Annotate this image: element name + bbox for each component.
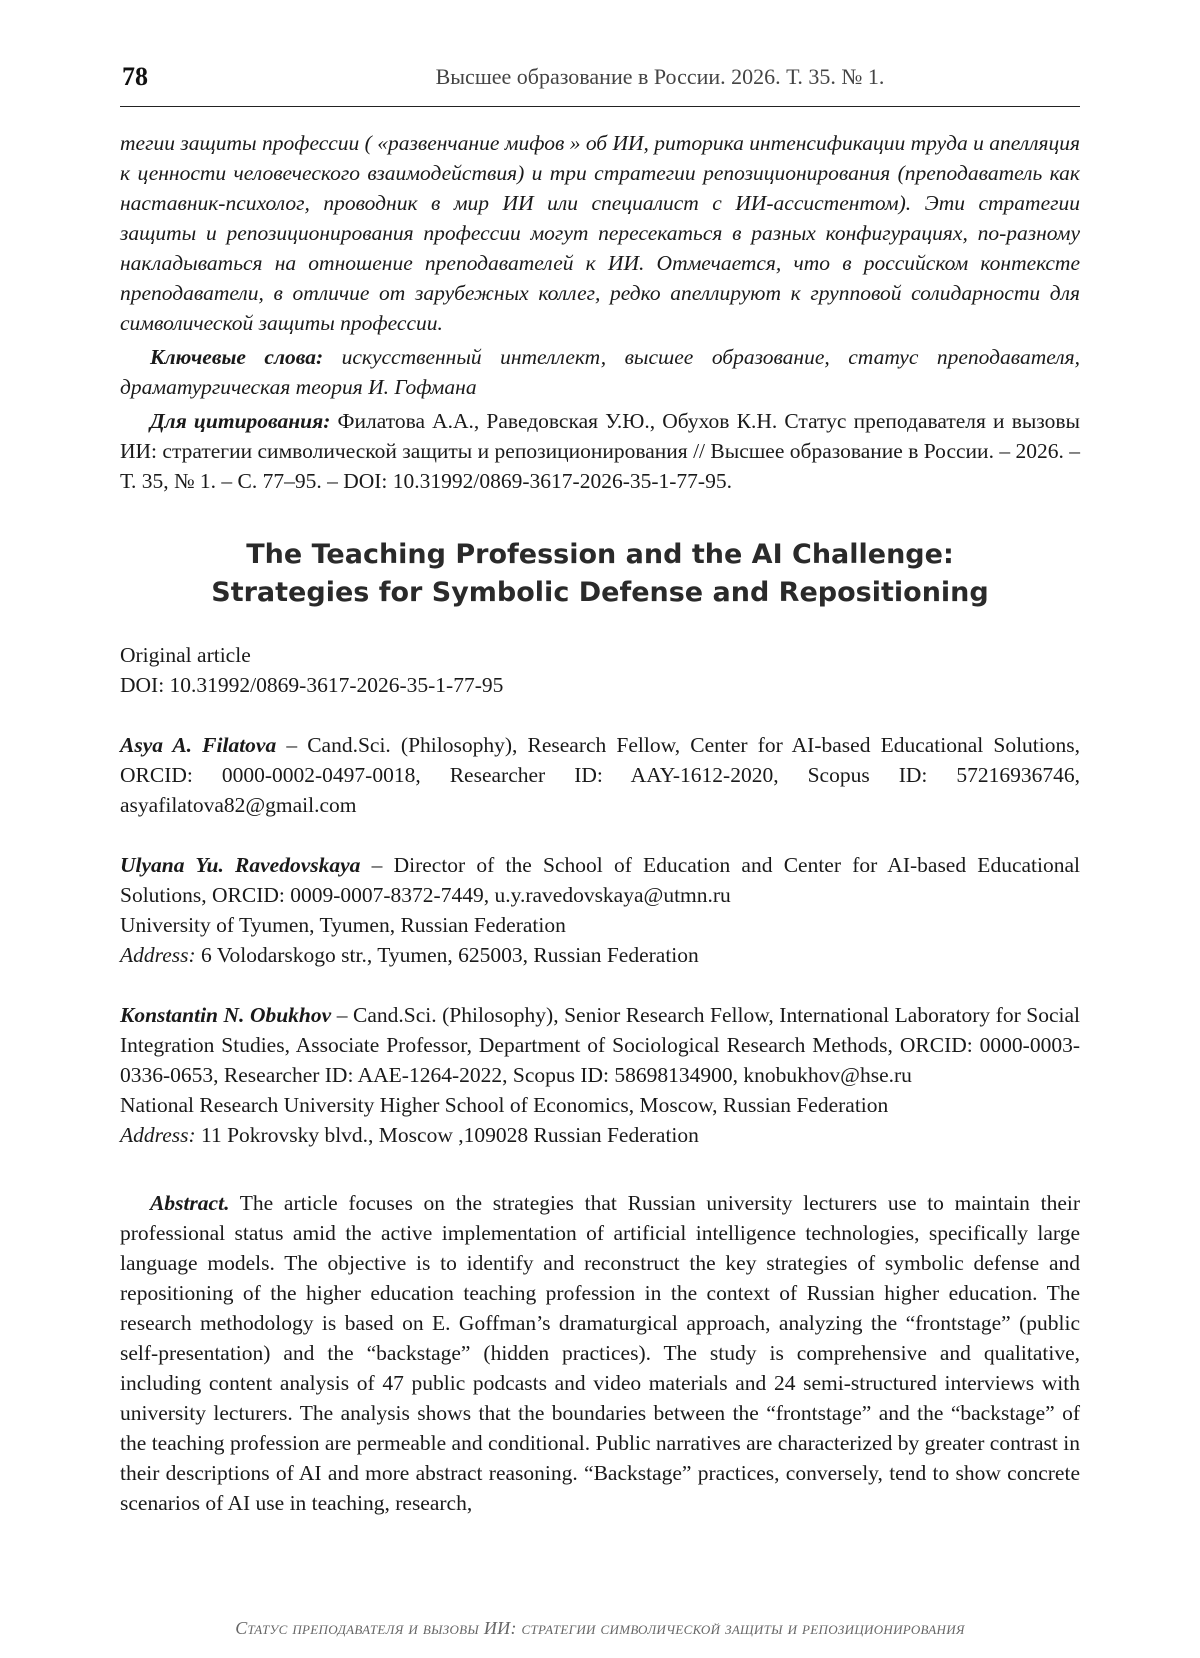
keywords-text: искусственный интеллект, высшее образование, статус преподавателя, драматургическая теория И. Гофмана (120, 345, 1080, 399)
abstract-text: The article focuses on the strategies that Russian university lecturers use to maintain their professional status amid the active implementation of artificial intelligence technologies, specifically large language models. The objective is to identify and reconstruct the key strategies of symbolic defense and repositioning of the higher education teaching profession in the context of Russian higher education. The research methodology is based on E. Goffman’s dramaturgical approach, analyzing the “frontstage” (public self-presentation) and the “backstage” (hidden practices). The study is comprehensive and qualitative, including content analysis of 47 public podcasts and video materials and 24 semi-structured interviews with university lecturers. The analysis shows that the boundaries between the “frontstage” and the “backstage” of the teaching profession are permeable and conditional. Public narratives are characterized by greater contrast in their descriptions of AI and more abstract reasoning. “Backstage” practices, conversely, tend to show concrete scenarios of AI use in teaching, research, (120, 1191, 1080, 1515)
author-info: – Director of the School of Education and Center for AI-based Educational Solutions, ORCID: 0009-0007-8372-7449, u.y.ravedovskaya@utmn.ru (120, 853, 1080, 907)
article-type: Original article (120, 643, 251, 667)
author-affiliation: National Research University Higher School of Economics, Moscow, Russian Federation (120, 1093, 889, 1117)
address-text: 6 Volodarskogo str., Tyumen, 625003, Russian Federation (195, 943, 699, 967)
author-info: – Cand.Sci. (Philosophy), Research Fellow, Center for AI-based Educational Solutions, ORCID: 0000-0002-0497-0018, Researcher ID: AAY-1612-2020, Scopus ID: 57216936746, asyafilatova82@gmail.com (120, 733, 1080, 817)
author-affiliation: University of Tyumen, Tyumen, Russian Federation (120, 913, 566, 937)
running-header (120, 58, 1080, 107)
citation-label: Для цитирования: (150, 409, 331, 433)
address-label: Address: (120, 1123, 196, 1147)
running-footer: Статус преподавателя и вызовы ИИ: стратегии символической защиты и репозиционирования (235, 1618, 965, 1638)
author-name: Ulyana Yu. Ravedovskaya (120, 853, 361, 877)
abstract-label: Abstract. (150, 1191, 230, 1215)
keywords-ru (120, 342, 1080, 402)
page-number: 78 (122, 62, 148, 91)
title-line-2: Strategies for Symbolic Defense and Repositioning (211, 577, 989, 608)
author-2 (120, 850, 1080, 910)
citation (120, 406, 1080, 496)
russian-abstract-continuation: тегии защиты профессии ( «развенчание мифов » об ИИ, риторика интенсификации труда и апелляция к ценности человеческого взаимодействия) и три стратегии репозиционирования (преподаватель как наставник-психолог, проводник в мир ИИ или специалист с ИИ-ассистентом). Эти стратегии защиты и репозиционирования профессии могут пересекаться в разных конфигурациях, по-разному накладываться на отношение преподавателей к ИИ. Отмечается, что в российском контексте преподаватели, в отличие от зарубежных коллег, редко апеллируют к групповой солидарности для символической защиты профессии. (120, 131, 1080, 335)
author-address (120, 940, 1080, 970)
journal-title: Высшее образование в России. 2026. Т. 35. № 1. (435, 64, 885, 89)
address-label: Address: (120, 943, 196, 967)
title-line-1: The Teaching Profession and the AI Challenge: (246, 539, 954, 570)
citation-text: Филатова А.А., Раведовская У.Ю., Обухов К.Н. Статус преподавателя и вызовы ИИ: стратегии символической защиты и репозиционирования // Высшее образование в России. – 2026. – Т. 35, № 1. – С. 77–95. – DOI: 10.31992/0869-3617-2026-35-1-77-95. (120, 409, 1080, 493)
english-title (120, 536, 1080, 612)
page-body (120, 128, 1080, 1518)
author-1 (120, 730, 1080, 820)
author-info: – Cand.Sci. (Philosophy), Senior Research Fellow, International Laboratory for Social Integration Studies, Associate Professor, Department of Sociological Research Methods, ORCID: 0000-0003-0336-0653, Researcher ID: AAE-1264-2022, Scopus ID: 58698134900, knobukhov@hse.ru (120, 1003, 1081, 1087)
keywords-label: Ключевые слова: (150, 345, 324, 369)
doi: DOI: 10.31992/0869-3617-2026-35-1-77-95 (120, 673, 504, 697)
author-address (120, 1120, 1080, 1150)
address-text: 11 Pokrovsky blvd., Moscow ,109028 Russian Federation (195, 1123, 699, 1147)
abstract (120, 1188, 1080, 1518)
author-3 (120, 1000, 1080, 1090)
author-name: Konstantin N. Obukhov (120, 1003, 332, 1027)
author-name: Asya A. Filatova (120, 733, 277, 757)
